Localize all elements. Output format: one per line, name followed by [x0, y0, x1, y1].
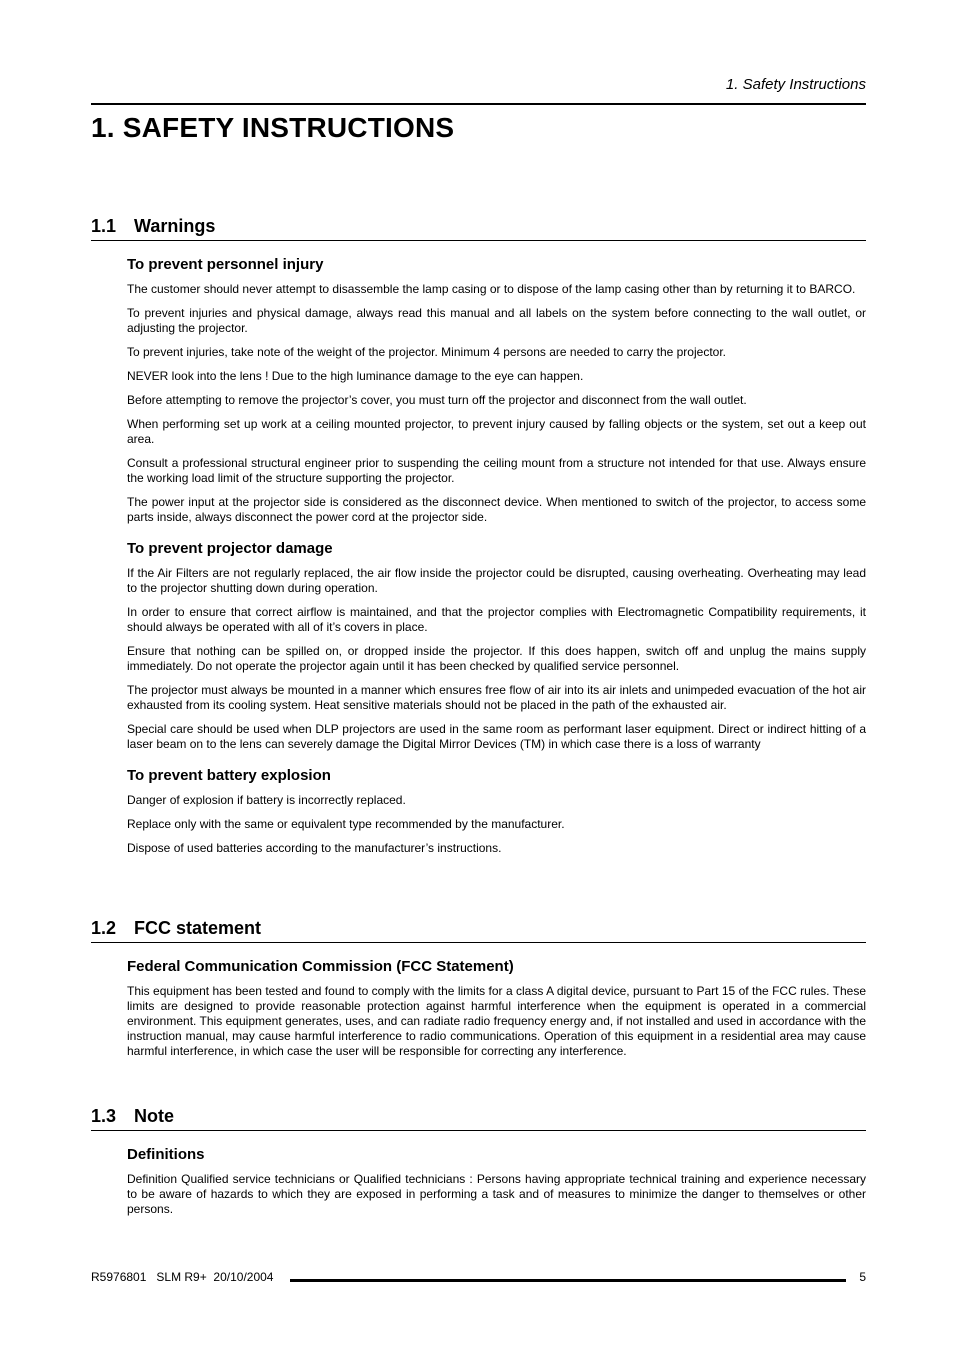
paragraph: Replace only with the same or equivalent type recommended by the manufacturer.: [127, 817, 565, 831]
paragraph: Consult a professional structural engineer prior to suspending the ceiling mount from a structure not intended for that use. Always ensure the working load limit of the structure supporting the projector.: [127, 456, 866, 485]
section-number: 1.1: [91, 216, 117, 236]
subheading-personnel-injury: To prevent personnel injury: [127, 256, 324, 273]
paragraph: Definition Qualified service technicians or Qualified technicians : Persons having appropriate technical training and experience necessary to be aware of hazards to which they are exposed in performing a task and of measures to minimize the danger to themselves or other persons.: [127, 1172, 866, 1216]
section-title: FCC statement: [134, 918, 262, 938]
paragraph: The projector must always be mounted in a manner which ensures free flow of air into its air inlets and unimpeded evacuation of the hot air exhausted from its cooling system. Heat sensitive materials should not be placed in the path of the exhausted air.: [127, 683, 866, 712]
section-note: [91, 1106, 866, 1226]
paragraph: Dispose of used batteries according to the manufacturer’s instructions.: [127, 841, 502, 855]
section-number: 1.2: [91, 918, 117, 938]
footer-doc-ref: R5976801 SLM R9+ 20/10/2004: [91, 1270, 274, 1284]
footer-page-number: 5: [859, 1270, 866, 1284]
header-rule: [91, 103, 866, 105]
section-warnings: [91, 216, 866, 865]
paragraph: NEVER look into the lens ! Due to the high luminance damage to the eye can happen.: [127, 369, 584, 383]
paragraph: If the Air Filters are not regularly replaced, the air flow inside the projector could be disrupted, causing overheating. Overheating may lead to the projector shutting down during operation.: [127, 566, 866, 595]
section-fcc-statement: [91, 918, 866, 1068]
paragraph: Danger of explosion if battery is incorrectly replaced.: [127, 793, 406, 807]
paragraph: This equipment has been tested and found to comply with the limits for a class A digital device, pursuant to Part 15 of the FCC rules. These limits are designed to provide reasonable protection against harmful interference when the equipment is operated in a commercial environment. This equipment generates, uses, and can radiate radio frequency energy and, if not installed and used in accordance with the instruction manual, may cause harmful interference to radio communications. Operation of this equipment in a residential area may cause harmful interference, in which case the user will be responsible for correcting any interference.: [127, 984, 866, 1058]
section-title: Warnings: [134, 216, 216, 236]
footer-rule: [290, 1279, 846, 1282]
paragraph: Ensure that nothing can be spilled on, or dropped inside the projector. If this does happen, switch off and unplug the mains supply immediately. Do not operate the projector again until it has been checked by qualified service personnel.: [127, 644, 866, 673]
paragraph: To prevent injuries, take note of the weight of the projector. Minimum 4 persons are needed to carry the projector.: [127, 345, 726, 359]
paragraph: In order to ensure that correct airflow is maintained, and that the projector complies with Electromagnetic Compatibility requirements, it should always be operated with all of it’s covers in place.: [127, 605, 866, 634]
chapter-title: 1. SAFETY INSTRUCTIONS: [91, 112, 455, 143]
paragraph: The customer should never attempt to disassemble the lamp casing or to dispose of the lamp casing other than by returning it to BARCO.: [127, 282, 856, 296]
paragraph: When performing set up work at a ceiling mounted projector, to prevent injury caused by falling objects or the system, set out a keep out area.: [127, 417, 866, 446]
section-number: 1.3: [91, 1106, 117, 1126]
paragraph: Special care should be used when DLP projectors are used in the same room as performant laser equipment. Direct or indirect hitting of a laser beam on to the lens can severely damage the Digital Mirror Devices (TM) in which case there is a loss of warranty: [127, 722, 866, 751]
paragraph: To prevent injuries and physical damage, always read this manual and all labels on the system before connecting to the wall outlet, or adjusting the projector.: [127, 306, 866, 335]
running-header: 1. Safety Instructions: [725, 76, 866, 93]
paragraph: Before attempting to remove the projector’s cover, you must turn off the projector and disconnect from the wall outlet.: [127, 393, 747, 407]
subheading-projector-damage: To prevent projector damage: [127, 540, 333, 557]
subheading-battery-explosion: To prevent battery explosion: [127, 767, 331, 784]
subheading-fcc: Federal Communication Commission (FCC Statement): [127, 958, 514, 975]
section-title: Note: [134, 1106, 174, 1126]
section-heading: [91, 216, 866, 241]
section-heading: [91, 918, 866, 943]
subheading-definitions: Definitions: [127, 1146, 205, 1163]
section-heading: [91, 1106, 866, 1131]
paragraph: The power input at the projector side is considered as the disconnect device. When mentioned to switch of the projector, to access some parts inside, always disconnect the power cord at the projector side.: [127, 495, 866, 524]
